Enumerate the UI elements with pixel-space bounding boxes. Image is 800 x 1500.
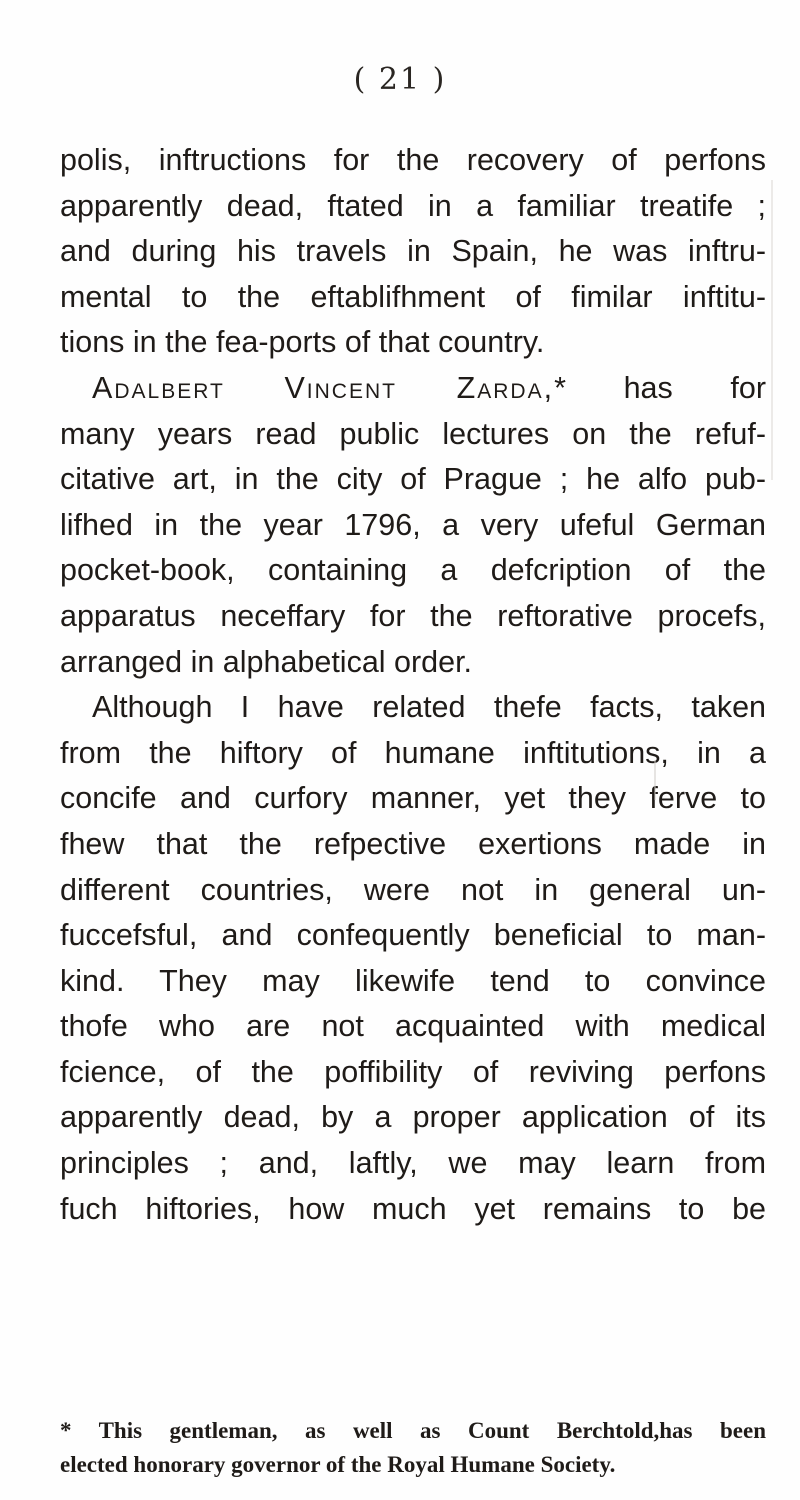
text-line: polis, inftructions for the recovery of perfons: [60, 143, 766, 177]
text-line: different countries, were not in general un-: [60, 872, 766, 907]
person-name-zarda: Adalbert Vincent Zarda,: [92, 370, 555, 405]
text-line: arranged in alphabetical order.: [60, 644, 473, 679]
footnote-line: * This gentleman, as well as Count Berchtold,has been: [60, 1418, 766, 1443]
text-line: fcience, of the poffibility of reviving perfons: [60, 1054, 766, 1089]
page-number: ( 21 ): [353, 62, 447, 97]
text-line: fhew that the refpective exertions made in: [60, 826, 766, 861]
text-line: Although I have related thefe facts, taken: [92, 690, 766, 725]
text-line: citative art, in the city of Prague ; he alfo pub-: [60, 462, 766, 497]
text-line: apparently dead, by a proper application of its: [60, 1100, 766, 1135]
text-line: mental to the eftablifhment of fimilar inftitu-: [60, 279, 766, 314]
text-line: thofe who are not acquainted with medical: [60, 1009, 766, 1044]
footnote: [60, 1414, 766, 1482]
text-line: apparatus neceffary for the reftorative procefs,: [60, 598, 766, 633]
text-line: from the hiftory of humane inftitutions, in a: [60, 735, 766, 770]
paragraph-zarda-first-line: [60, 366, 766, 412]
body-text: [60, 138, 766, 1232]
text-line: fuch hiftories, how much yet remains to be: [60, 1191, 766, 1226]
text-line: lifhed in the year 1796, a very ufeful German: [60, 507, 766, 542]
text-line: principles ; and, laftly, we may learn from: [60, 1146, 766, 1181]
text-line: concife and curfory manner, yet they ferve to: [60, 781, 766, 816]
zarda-rest: * has for: [554, 370, 766, 405]
text-line: tions in the fea-ports of that country.: [60, 325, 545, 360]
footnote-line: elected honorary governor of the Royal Humane Society.: [60, 1452, 616, 1477]
text-line: pocket-book, containing a defcription of the: [60, 553, 766, 588]
text-line: apparently dead, ftated in a familiar treatife ;: [60, 188, 766, 223]
text-line: and during his travels in Spain, he was inftru-: [60, 234, 766, 269]
text-line: fuccefsful, and confequently beneficial to man-: [60, 918, 766, 953]
text-line: many years read public lectures on the refuf-: [60, 416, 766, 451]
text-line: kind. They may likewife tend to convince: [60, 963, 766, 998]
